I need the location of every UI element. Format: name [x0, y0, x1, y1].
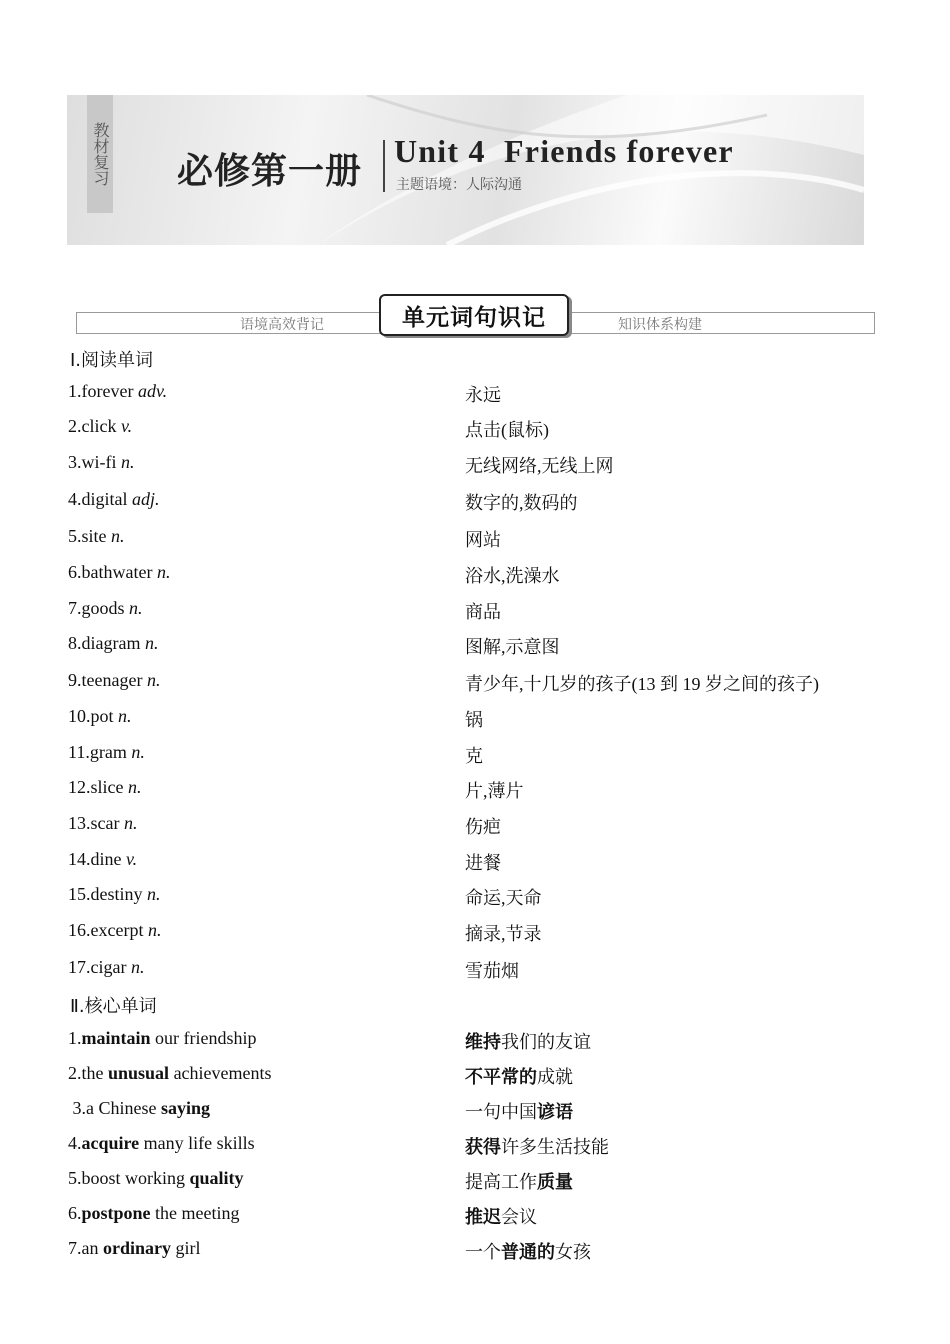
reading-word-item [68, 670, 160, 691]
reading-word-item [68, 381, 167, 402]
item-number: 16. [68, 920, 91, 940]
english-word: site [81, 526, 107, 546]
reading-word-item [68, 416, 132, 437]
core-phrase-meaning [465, 1203, 537, 1229]
key-word: postpone [81, 1203, 151, 1223]
item-number: 6. [68, 562, 82, 582]
meaning-suffix: 会议 [501, 1207, 537, 1227]
key-meaning: 谚语 [537, 1102, 573, 1123]
core-words-heading: Ⅱ.核心单词 [70, 996, 157, 1017]
english-word: click [81, 416, 117, 436]
reading-word-item [68, 452, 135, 473]
reading-word-item [68, 633, 158, 654]
item-number: 8. [68, 633, 82, 653]
item-number: 17. [68, 957, 91, 977]
item-number: 15. [68, 884, 91, 904]
chinese-meaning: 无线网络,无线上网 [465, 456, 614, 476]
part-of-speech: n. [131, 742, 145, 762]
item-number: 1. [68, 381, 82, 401]
item-number: 9. [68, 670, 82, 690]
chinese-meaning: 青少年,十几岁的孩子(13 到 19 岁之间的孩子) [465, 674, 819, 694]
key-meaning: 推迟 [465, 1207, 501, 1228]
phrase-suffix: the meeting [150, 1203, 240, 1223]
chinese-meaning: 伤疤 [465, 817, 501, 837]
phrase-suffix: our friendship [150, 1028, 257, 1048]
chinese-meaning: 数字的,数码的 [465, 493, 578, 513]
core-phrase-item [68, 1098, 210, 1119]
phrase-suffix: achievements [169, 1063, 272, 1083]
english-word: teenager [81, 670, 143, 690]
chinese-meaning: 商品 [465, 602, 501, 622]
section-left-label: 语境高效背记 [240, 317, 324, 333]
meaning-suffix: 成就 [537, 1067, 573, 1087]
english-word: slice [90, 777, 124, 797]
item-number: 7. [68, 598, 82, 618]
section-title: 单元词句识记 [379, 294, 569, 336]
english-word: bathwater [81, 562, 153, 582]
meaning-prefix: 一句中国 [465, 1102, 537, 1122]
reading-word-item [68, 813, 137, 834]
key-meaning: 不平常的 [465, 1067, 537, 1088]
english-word: dine [90, 849, 122, 869]
key-meaning: 质量 [537, 1172, 573, 1193]
part-of-speech: v. [126, 849, 138, 869]
reading-words-heading: Ⅰ.阅读单词 [70, 350, 154, 371]
core-phrase-meaning [465, 1098, 573, 1124]
meaning-suffix: 女孩 [555, 1242, 591, 1262]
key-word: quality [189, 1168, 244, 1188]
chinese-meaning: 锅 [465, 710, 483, 730]
item-number: 14. [68, 849, 91, 869]
core-phrase-meaning [465, 1168, 573, 1194]
chinese-meaning: 雪茄烟 [465, 961, 519, 981]
core-phrase-meaning [465, 1133, 609, 1159]
textbook-review-tab: 教材复习 [87, 95, 113, 213]
phrase-prefix: 1. [68, 1028, 82, 1048]
section-right-label: 知识体系构建 [618, 317, 702, 333]
core-phrase-item [68, 1238, 201, 1259]
part-of-speech: n. [144, 633, 159, 653]
core-phrase-meaning [465, 1028, 591, 1054]
reading-word-item [68, 777, 142, 798]
reading-word-item [68, 562, 170, 583]
item-number: 11. [68, 742, 90, 762]
item-number: 12. [68, 777, 91, 797]
english-word: cigar [90, 957, 127, 977]
english-word: diagram [81, 633, 141, 653]
chinese-meaning: 图解,示意图 [465, 637, 560, 657]
key-word: saying [160, 1098, 211, 1118]
unit-title: Unit 4 Friends forever [394, 133, 734, 169]
phrase-prefix: 5.boost working [68, 1168, 190, 1188]
english-word: wi-fi [81, 452, 117, 472]
reading-word-item [68, 920, 161, 941]
part-of-speech: n. [146, 670, 161, 690]
core-phrase-item [68, 1203, 240, 1224]
item-number: 10. [68, 706, 91, 726]
reading-word-item [68, 742, 145, 763]
chinese-meaning: 网站 [465, 530, 501, 550]
phrase-prefix: 6. [68, 1203, 82, 1223]
theme-context: 主题语境：人际沟通 [396, 177, 522, 193]
core-phrase-meaning [465, 1063, 573, 1089]
part-of-speech: n. [147, 884, 161, 904]
part-of-speech: adv. [137, 381, 168, 401]
reading-word-item [68, 489, 160, 510]
english-word: goods [81, 598, 125, 618]
part-of-speech: n. [147, 920, 162, 940]
reading-word-item [68, 957, 144, 978]
part-of-speech: n. [111, 526, 125, 546]
item-number: 2. [68, 416, 82, 436]
meaning-suffix: 我们的友谊 [501, 1032, 591, 1052]
phrase-suffix: girl [171, 1238, 201, 1258]
key-meaning: 普通的 [501, 1242, 555, 1263]
reading-word-item [68, 884, 161, 905]
part-of-speech: v. [120, 416, 133, 436]
chinese-meaning: 进餐 [465, 853, 501, 873]
core-phrase-item [68, 1028, 257, 1049]
core-phrase-item [68, 1133, 255, 1154]
part-of-speech: n. [128, 777, 142, 797]
phrase-prefix: 7.an [68, 1238, 103, 1258]
core-phrase-item [68, 1063, 272, 1084]
meaning-prefix: 提高工作 [465, 1172, 537, 1192]
core-phrase-meaning [465, 1238, 591, 1264]
english-word: pot [90, 706, 114, 726]
english-word: gram [89, 742, 127, 762]
item-number: 4. [68, 489, 82, 509]
chinese-meaning: 命运,天命 [465, 888, 542, 908]
item-number: 3. [68, 452, 82, 472]
key-word: unusual [108, 1063, 170, 1083]
english-word: forever [81, 381, 134, 401]
core-phrase-item [68, 1168, 244, 1189]
english-word: digital [81, 489, 128, 509]
meaning-prefix: 一个 [465, 1242, 501, 1262]
part-of-speech: n. [121, 452, 135, 472]
chinese-meaning: 浴水,洗澡水 [465, 566, 560, 586]
key-word: acquire [81, 1133, 140, 1153]
english-word: excerpt [90, 920, 144, 940]
phrase-prefix: 3.a Chinese [68, 1098, 161, 1118]
key-meaning: 获得 [465, 1137, 501, 1158]
part-of-speech: n. [156, 562, 171, 582]
phrase-prefix: 2.the [68, 1063, 108, 1083]
reading-word-item [68, 526, 125, 547]
chinese-meaning: 永远 [465, 385, 501, 405]
english-word: destiny [90, 884, 143, 904]
item-number: 5. [68, 526, 82, 546]
part-of-speech: n. [118, 706, 132, 726]
meaning-suffix: 许多生活技能 [501, 1137, 609, 1157]
part-of-speech: n. [129, 598, 143, 618]
key-word: ordinary [103, 1238, 172, 1258]
key-meaning: 维持 [465, 1032, 501, 1053]
phrase-suffix: many life skills [139, 1133, 255, 1153]
reading-word-item [68, 849, 137, 870]
chinese-meaning: 片,薄片 [465, 781, 524, 801]
english-word: scar [90, 813, 120, 833]
item-number: 13. [68, 813, 91, 833]
key-word: maintain [81, 1028, 151, 1048]
part-of-speech: n. [130, 957, 145, 977]
part-of-speech: adj. [132, 489, 160, 509]
chinese-meaning: 点击(鼠标) [465, 420, 549, 440]
phrase-prefix: 4. [68, 1133, 82, 1153]
title-divider [383, 140, 385, 192]
chinese-meaning: 摘录,节录 [465, 924, 542, 944]
unit-banner [67, 95, 864, 245]
part-of-speech: n. [123, 813, 138, 833]
chinese-meaning: 克 [465, 746, 483, 766]
reading-word-item [68, 706, 132, 727]
book-title: 必修第一册 [177, 151, 363, 192]
reading-word-item [68, 598, 143, 619]
